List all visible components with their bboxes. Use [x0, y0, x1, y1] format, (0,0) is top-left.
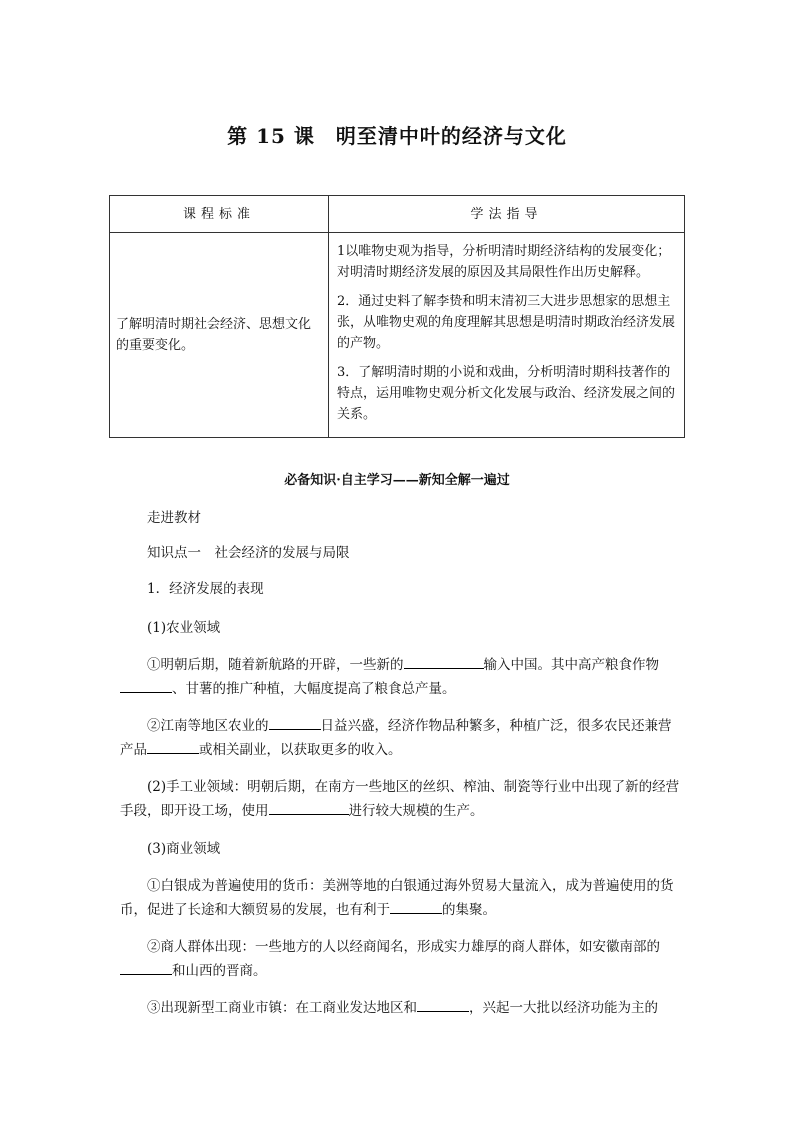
fill-blank[interactable] [404, 654, 484, 669]
item-heading: (3)商业领域 [147, 841, 221, 857]
guide-item: 3．了解明清时期的小说和戏曲，分析明清时期科技著作的特点，运用唯物史观分析文化发展与政治、经济发展之间的关系。 [337, 365, 676, 422]
fill-blank[interactable] [390, 899, 442, 914]
standard-cell: 了解明清时期社会经济、思想文化的重要变化。 [110, 233, 329, 438]
paragraph: ①明朝后期，随着新航路的开辟，一些新的 输入中国。其中高产粮食作物 、甘薯的推广种植，大幅度提高了粮食总产量。 [120, 653, 680, 701]
guide-item: 2．通过史料了解李贽和明末清初三大进步思想家的思想主张，从唯物史观的角度理解其思想是明清时期政治经济发展的产物。 [337, 294, 676, 351]
fill-blank[interactable] [269, 715, 321, 730]
fill-blank[interactable] [269, 800, 349, 815]
paragraph: ②商人群体出现：一些地方的人以经商闻名，形成实力雄厚的商人群体，如安徽南部的和山西的晋商。 [120, 935, 680, 983]
fill-blank[interactable] [147, 739, 199, 754]
guide-cell [329, 233, 685, 438]
fill-blank[interactable] [417, 997, 469, 1012]
paragraph: ①白银成为普遍使用的货币：美洲等地的白银通过海外贸易大量流入，成为普遍使用的货币，促进了长途和大额贸易的发展，也有利于 的集聚。 [120, 878, 674, 918]
subheading-textbook: 走进教材 [147, 510, 201, 526]
guide-item: 1以唯物史观为指导，分析明清时期经济结构的发展变化；对明清时期经济发展的原因及其局限性作出历史解释。 [337, 244, 671, 280]
fill-blank[interactable] [120, 678, 172, 693]
fill-blank[interactable] [120, 960, 172, 975]
page-title: 第 15 课 明至清中叶的经济与文化 [227, 124, 567, 148]
knowledge-point-heading: 知识点一 社会经济的发展与局限 [147, 545, 350, 561]
header-standard: 课程标准 [110, 196, 329, 233]
header-guide: 学法指导 [329, 196, 685, 233]
paragraph: ②江南等地区农业的 日益兴盛，经济作物品种繁多，种植广泛，很多农民还兼营产品 或相关副业，以获取更多的收入。 [120, 714, 680, 762]
section-title: 必备知识·自主学习——新知全解一遍过 [284, 473, 510, 488]
item-heading: 1．经济发展的表现 [147, 581, 264, 597]
item-heading: (1)农业领域 [147, 620, 221, 636]
curriculum-table [109, 195, 685, 438]
paragraph: ③出现新型工商业市镇：在工商业发达地区和 ，兴起一大批以经济功能为主的 [120, 996, 680, 1020]
paragraph: (2)手工业领域：明朝后期，在南方一些地区的丝织、榨油、制瓷等行业中出现了新的经营手段，即开设工场，使用 进行较大规模的生产。 [120, 779, 680, 819]
